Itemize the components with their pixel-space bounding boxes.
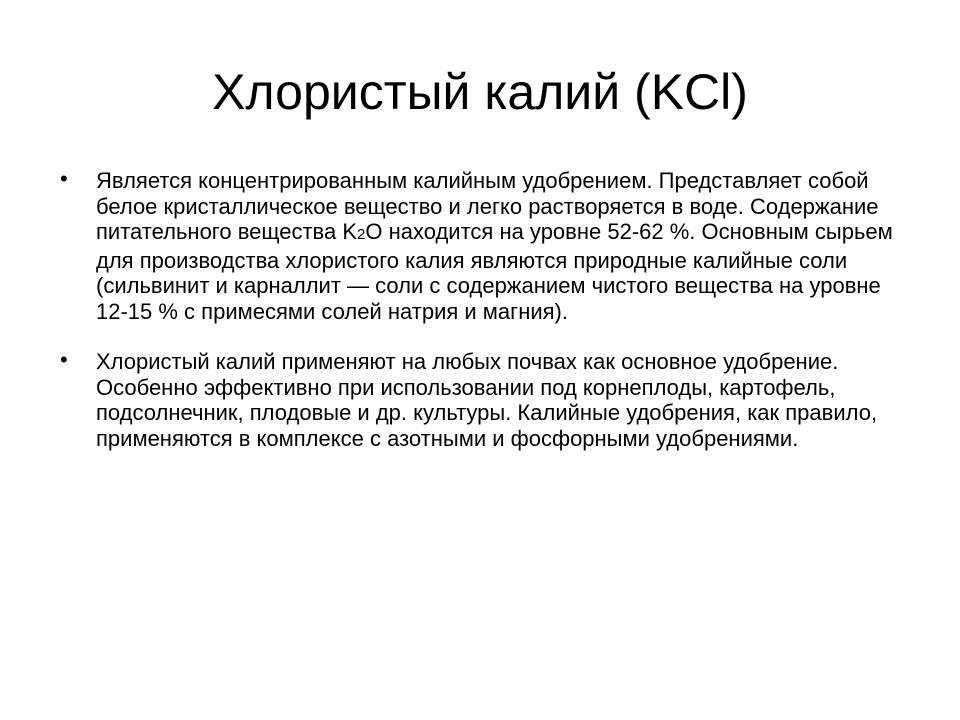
bullet-text: Хлористый калий применяют на любых почвах как основное удобрение. Особенно эффективно при использовании под корнеплоды, картофель, подсолнечник, плодовые и др. культуры. Калийные удобрения, как правило, применяются в комплексе с азотными и фосфорными удобрениями. bbox=[96, 349, 878, 451]
bullet-text-part: O находится на уровне 52-62 %. Основным сырьем для производства хлористого калия являются природные калийные соли (сильвинит и карналлит — соли с содержанием чистого вещества на уровне 12-15 % с примесями солей натрия и магния). bbox=[96, 219, 893, 324]
bullet-dot-icon: • bbox=[60, 166, 68, 191]
bullet-item-description bbox=[60, 168, 900, 324]
bullet-text-part: Является концентрированным калийным удобрением. Представляет собой белое кристаллическое вещество и легко растворяется в воде. Содержание питательного вещества K bbox=[96, 168, 879, 244]
bullet-item-application bbox=[60, 349, 900, 451]
bullet-list bbox=[60, 168, 900, 476]
slide-title: Хлористый калий (KCl) bbox=[212, 64, 748, 120]
subscript: 2 bbox=[357, 226, 366, 243]
bullet-text bbox=[96, 168, 901, 324]
bullet-dot-icon: • bbox=[60, 347, 68, 372]
